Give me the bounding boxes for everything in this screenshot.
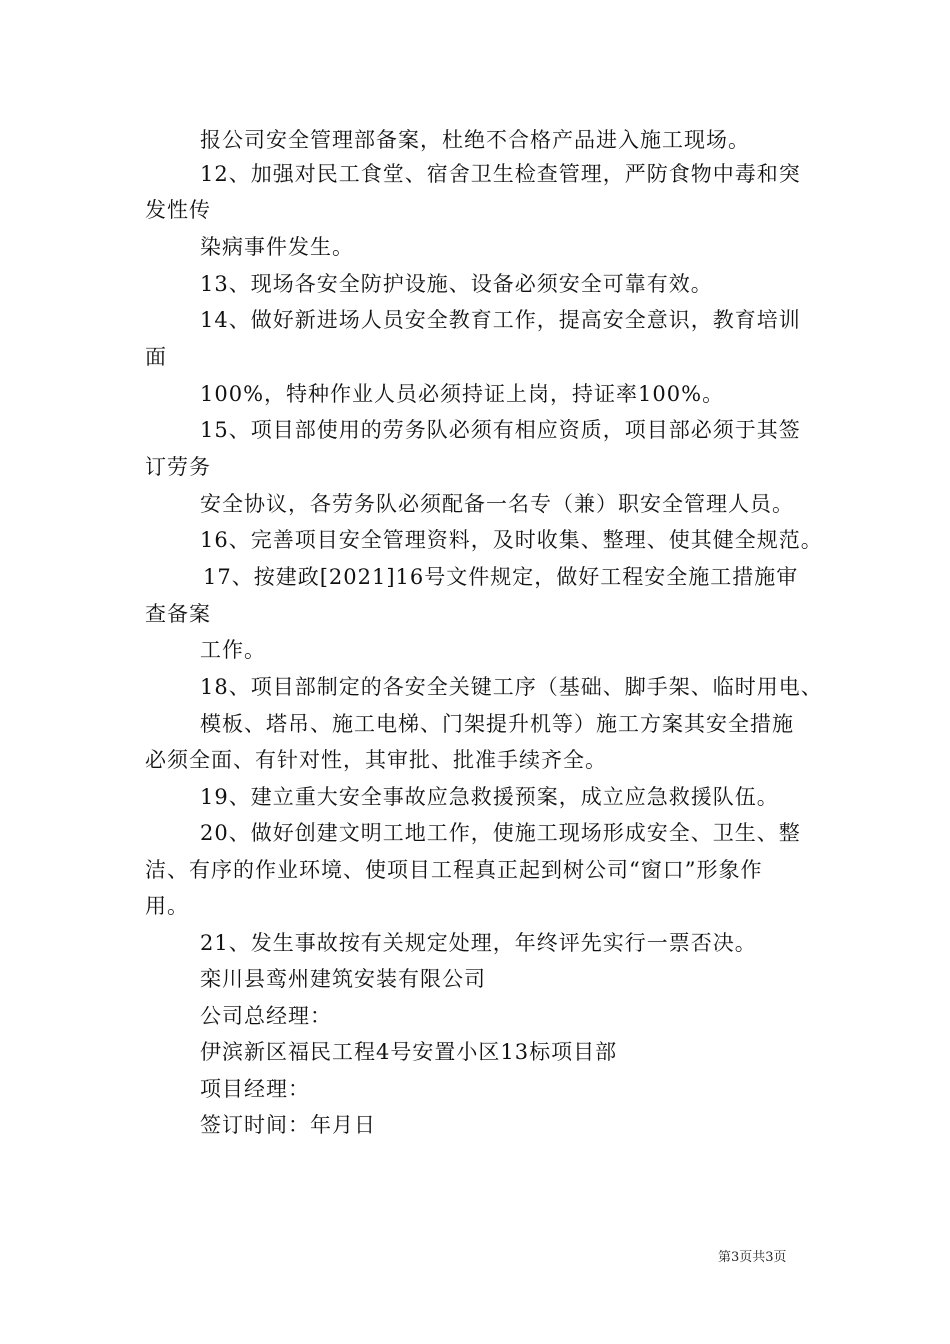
page-number: 第3页共3页 [718,1250,787,1265]
text-line: 21、发生事故按有关规定处理，年终评先实行一票否决。 [200,931,757,955]
text-line: 染病事件发生。 [200,235,354,259]
text-line: 100%，特种作业人员必须持证上岗，持证率100%。 [200,382,725,406]
text-line: 16、完善项目安全管理资料，及时收集、整理、使其健全规范。 [200,528,823,552]
signature-company: 栾川县鸾州建筑安装有限公司 [200,967,486,991]
text-line: 17、按建政[2021]16号文件规定，做好工程安全施工措施审 [203,565,799,589]
text-line: 工作。 [200,638,266,662]
text-line: 20、做好创建文明工地工作，使施工现场形成安全、卫生、整 [200,821,801,845]
text-line: 18、项目部制定的各安全关键工序（基础、脚手架、临时用电、 [200,675,823,699]
text-line: 14、做好新进场人员安全教育工作，提高安全意识，教育培训 [200,308,801,332]
text-line: 必须全面、有针对性，其审批、批准手续齐全。 [145,748,607,772]
text-line: 报公司安全管理部备案，杜绝不合格产品进入施工现场。 [200,128,750,152]
text-line: 19、建立重大安全事故应急救援预案，成立应急救援队伍。 [200,785,779,809]
text-line: 发性传 [145,198,211,222]
text-line: 查备案 [145,602,211,626]
text-line: 模板、塔吊、施工电梯、门架提升机等）施工方案其安全措施 [200,712,794,736]
text-line: 15、项目部使用的劳务队必须有相应资质，项目部必须于其签 [200,418,801,442]
text-line: 12、加强对民工食堂、宿舍卫生检查管理，严防食物中毒和突 [200,162,801,186]
text-line: 面 [145,345,167,369]
text-line: 安全协议，各劳务队必须配备一名专（兼）职安全管理人员。 [200,492,794,516]
text-line: 用。 [145,894,189,918]
signature-project-department: 伊滨新区福民工程4号安置小区13标项目部 [200,1040,618,1064]
text-line: 洁、有序的作业环境、使项目工程真正起到树公司“窗口”形象作 [145,858,763,882]
signature-project-manager: 项目经理： [200,1077,310,1101]
text-line: 订劳务 [145,455,211,479]
text-line: 13、现场各安全防护设施、设备必须安全可靠有效。 [200,272,713,296]
signature-general-manager: 公司总经理： [200,1004,332,1028]
signature-date: 签订时间：年月日 [200,1113,376,1137]
